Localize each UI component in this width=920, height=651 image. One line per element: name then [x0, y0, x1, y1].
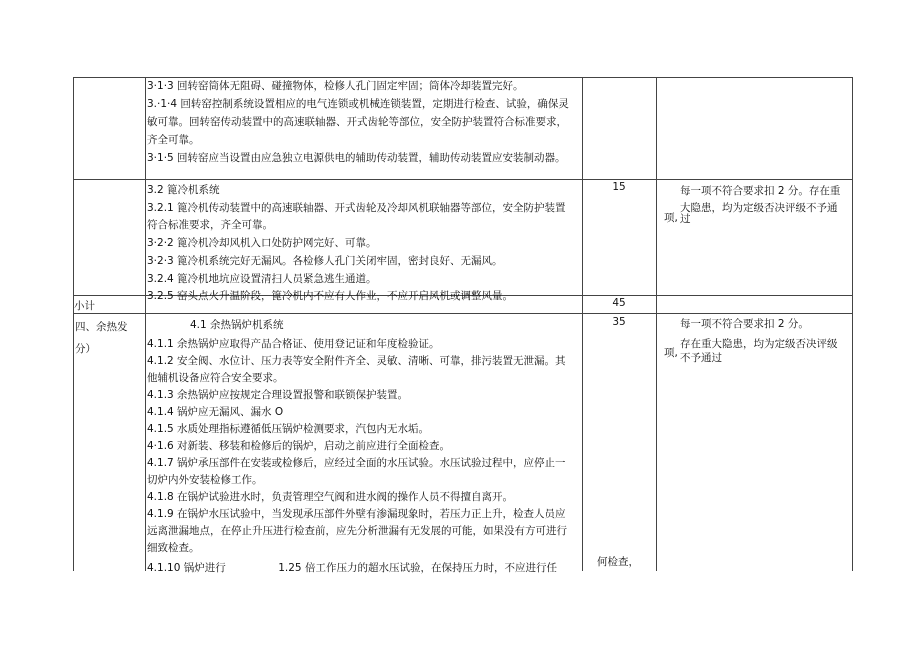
- content-line: 3·1·3 回转窑筒体无阻碍、碰撞物体，检修人孔门固定牢固；筒体冷却装置完好。: [147, 80, 524, 92]
- content-line: 4.1.2 安全阀、水位计、压力表等安全附件齐全、灵敏、清晰、可靠，排污装置无泄漏。其: [147, 355, 566, 367]
- content-line: 敏可靠。回转窑传动装置中的高速联轴器、开式齿轮等部位，安全防护装置符合标准要求，: [147, 116, 567, 128]
- section-heading: 4.1 余热锅炉机系统: [190, 319, 284, 331]
- rule-line: 每一项不符合要求扣 2 分。: [680, 318, 809, 330]
- content-line: 4.1.1 余热锅炉应取得产品合格证、使用登记证和年度检验证。: [147, 338, 440, 350]
- rule-prefix: 项,: [664, 347, 678, 359]
- rule-prefix: 项,: [664, 212, 678, 224]
- content-line: 远离泄漏地点，在停止升压进行检查前，应先分析泄漏有无发展的可能，如果没有方可进行: [147, 525, 567, 537]
- content-line: 3.2.4 篦冷机地坑应设置清扫人员紧急逃生通道。: [147, 273, 377, 285]
- section-heading: 3.2 篦冷机系统: [147, 184, 220, 196]
- row-content-cell: [146, 180, 582, 302]
- content-line: 3.2.5 窑头点火升温阶段，篦冷机内不应有人作业，不应开启风机或调整风量。: [147, 290, 514, 302]
- score-value: 15: [612, 181, 626, 193]
- content-line: 切炉内外安装检修工作。: [147, 474, 263, 486]
- item-label: 分）: [75, 343, 96, 355]
- rule-line: 过: [680, 213, 691, 225]
- content-line: 3·1·5 回转窑应当设置由应急独立电源供电的辅助传动装置，辅助传动装置应安装制动器。: [147, 152, 566, 164]
- content-line: 符合标准要求，齐全可靠。: [147, 219, 273, 231]
- content-line: 3·2·3 篦冷机系统完好无漏风。各检修人孔门关闭牢固，密封良好、无漏风。: [147, 255, 503, 267]
- rule-line: 大隐患，均为定级否决评级不予通: [680, 202, 838, 214]
- column-divider: [73, 77, 74, 571]
- content-line: 4.1.5 水质处理指标遵循低压锅炉检测要求，汽包内无水垢。: [147, 423, 430, 435]
- rule-line: 存在重大隐患，均为定级否决评级: [680, 338, 838, 350]
- column-divider: [852, 77, 853, 571]
- rule-line: 不予通过: [680, 352, 722, 364]
- content-line: 细致检查。: [147, 542, 200, 554]
- subtotal-label: 小计: [74, 300, 95, 312]
- content-line: 4.1.10 锅炉进行 1.25 倍工作压力的超水压试验，在保持压力时，不应进行任: [147, 562, 557, 574]
- content-line: 4.1.3 余热锅炉应按规定合理设置报警和联锁保护装置。: [147, 389, 409, 401]
- content-line: 3·2·2 篦冷机冷却风机入口处防护网完好、可靠。: [147, 237, 377, 249]
- content-line: 齐全可靠。: [147, 134, 200, 146]
- subtotal-score: 45: [612, 297, 626, 309]
- item-label: 四、余热发: [75, 321, 128, 333]
- rule-line: 每一项不符合要求扣 2 分。存在重: [680, 185, 841, 197]
- score-note: 何检查，: [597, 556, 639, 568]
- content-line: 3.2.1 篦冷机传动装置中的高速联轴器、开式齿轮及冷却风机联轴器等部位，安全防护装置: [147, 202, 566, 214]
- score-value: 35: [612, 316, 626, 328]
- content-line: 3.·1·4 回转窑控制系统设置相应的电气连锁或机械连锁装置，定期进行检查、试验，确保灵: [147, 98, 569, 110]
- content-line: 4·1.6 对新装、移装和检修后的锅炉，启动之前应进行全面检查。: [147, 440, 451, 452]
- content-line: 4.1.9 在锅炉水压试验中，当发现承压部件外壁有渗漏现象时，若压力正上升，检查人员应: [147, 508, 566, 520]
- content-line: 他辅机设备应符合安全要求。: [147, 372, 284, 384]
- content-line: 4.1.8 在锅炉试验进水时，负责管理空气阀和进水阀的操作人员不得擅自离开。: [147, 491, 514, 503]
- content-line: 4.1.7 锅炉承压部件在安装或检修后，应经过全面的水压试验。水压试验过程中，应停止一: [147, 457, 566, 469]
- row-content-cell: [146, 314, 582, 574]
- score-cell: [583, 540, 656, 571]
- content-line: 4.1.4 锅炉应无漏风、漏水 O: [147, 406, 284, 418]
